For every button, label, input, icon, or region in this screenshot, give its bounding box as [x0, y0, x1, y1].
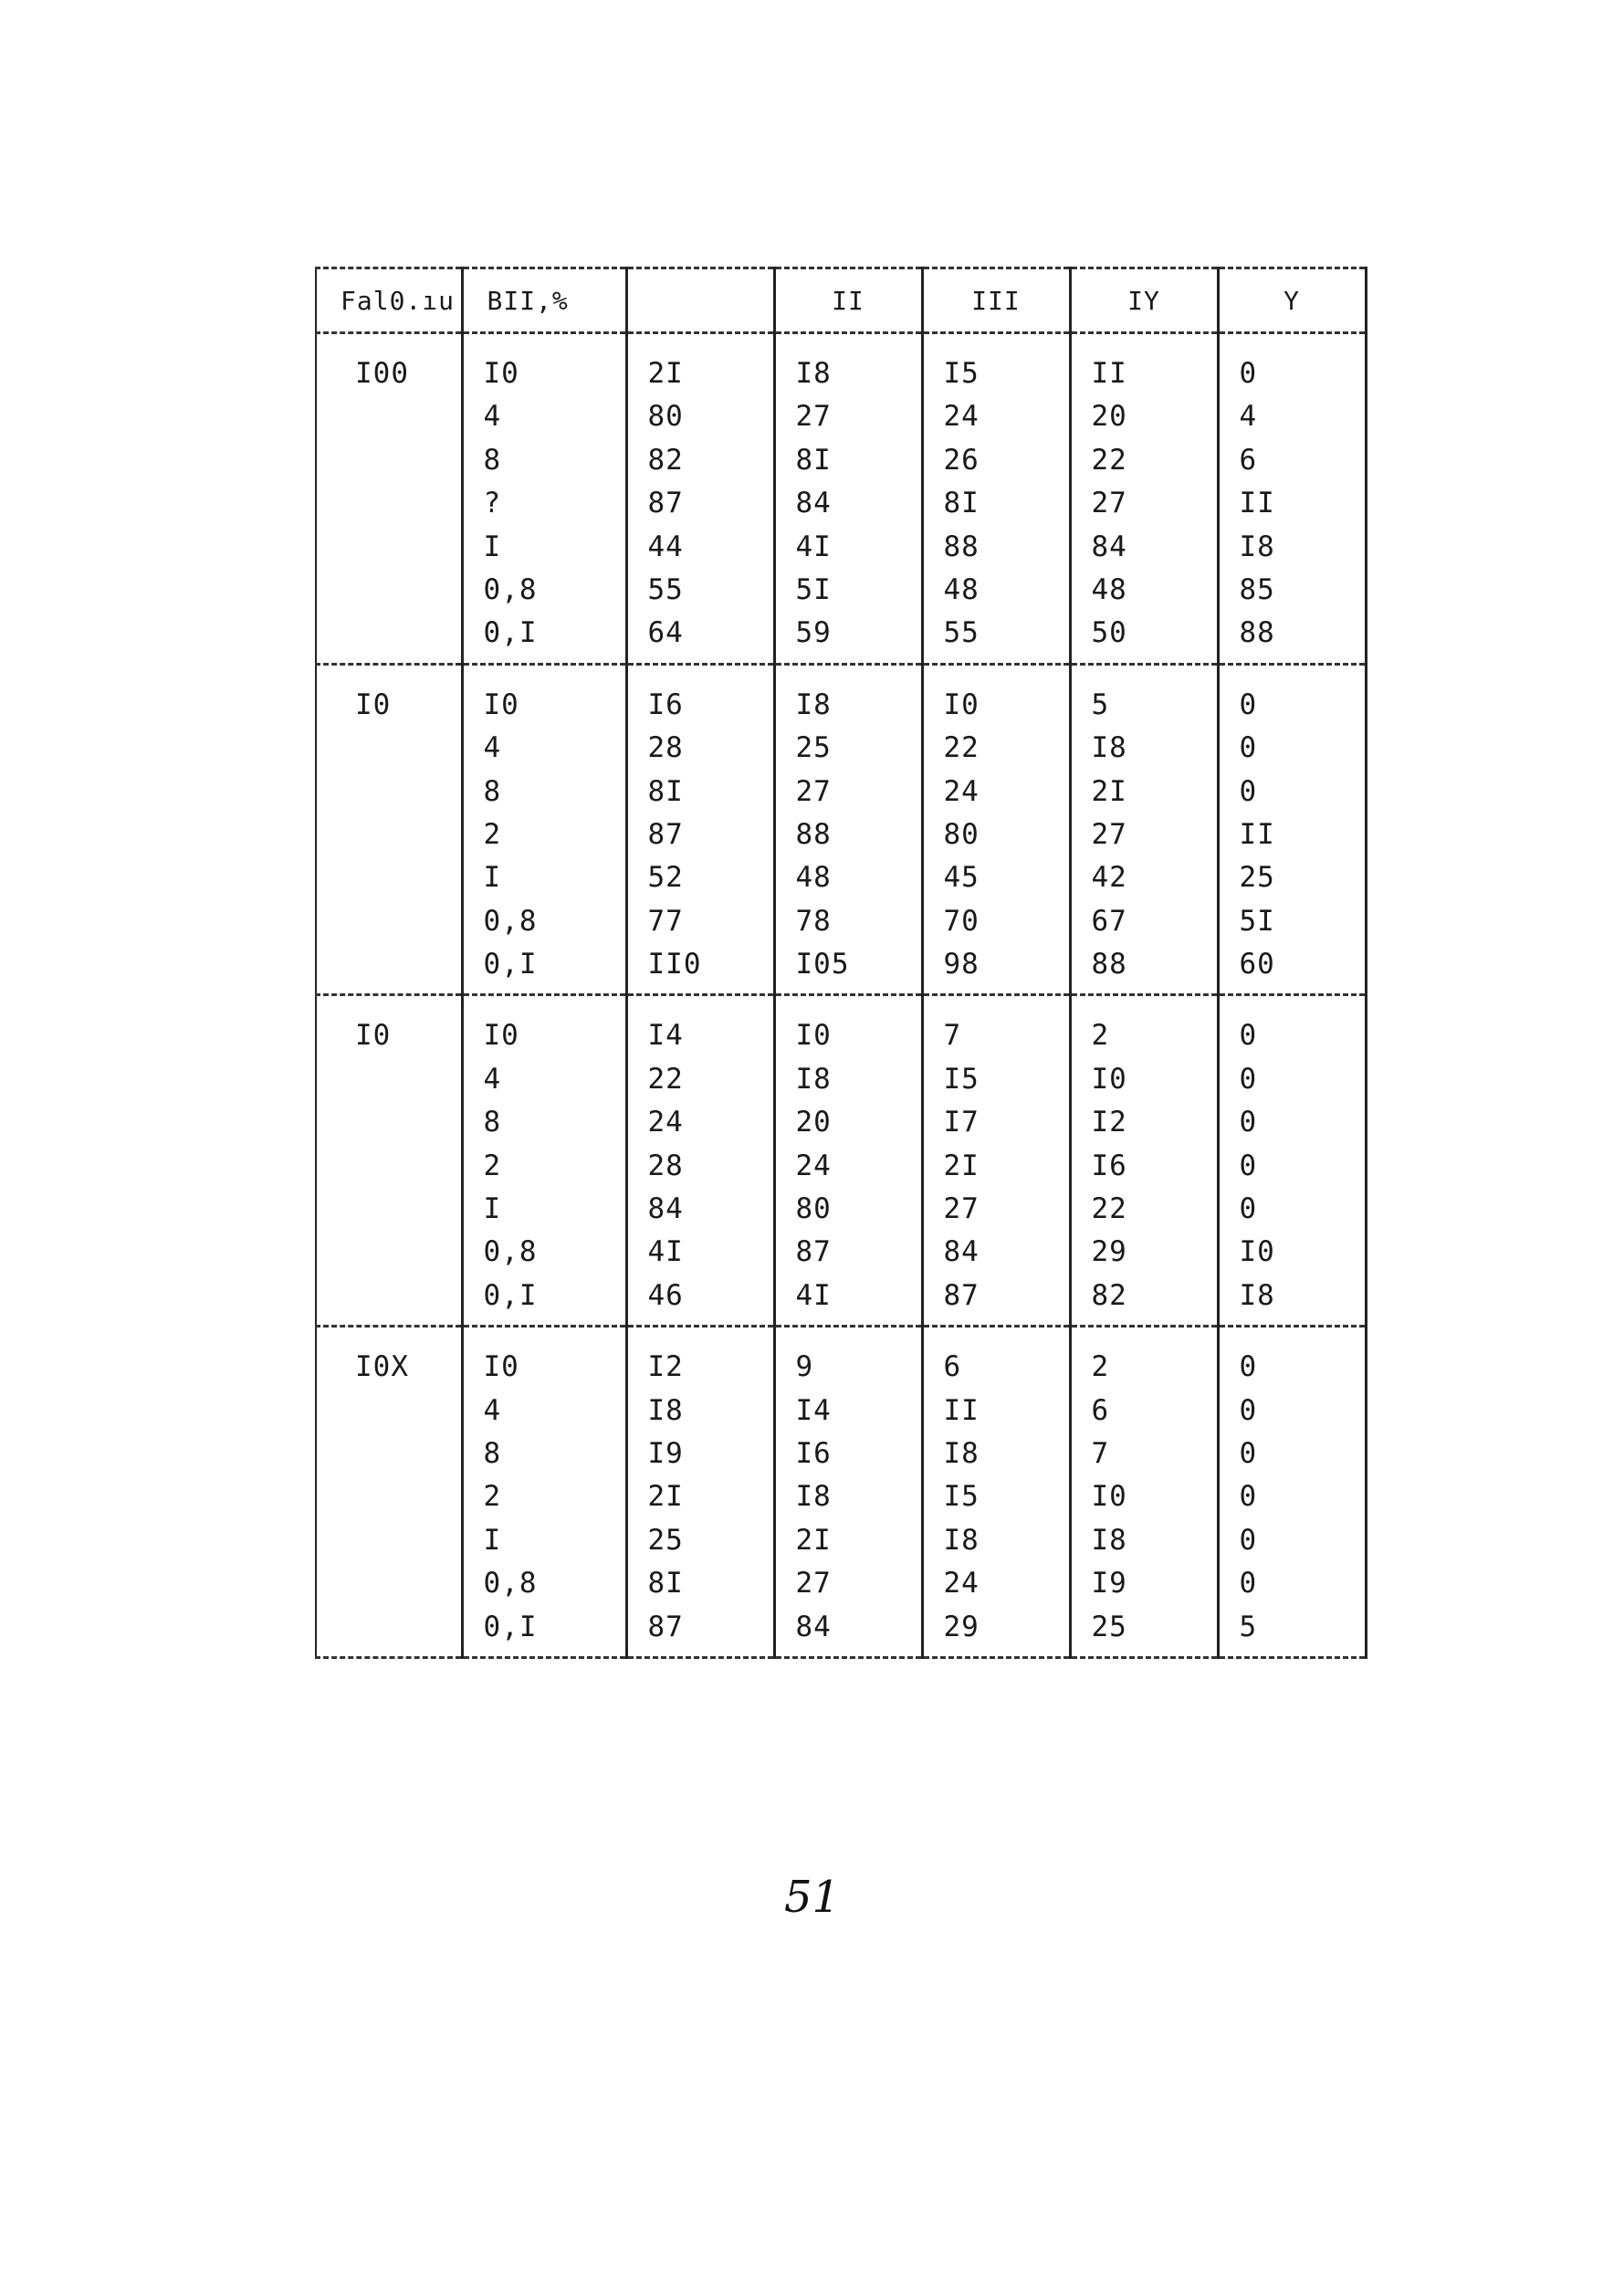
- table-cell-value: I7: [943, 1106, 980, 1139]
- table-cell-value: 0,8: [483, 904, 538, 938]
- table-column-cell: [1218, 664, 1366, 995]
- table-cell-value: 0: [1239, 1480, 1258, 1514]
- table-cell-value: I6: [795, 1436, 832, 1470]
- table-cell-value: I8: [943, 1523, 980, 1557]
- table-cell-value: 64: [647, 616, 684, 650]
- table-cell-value: ?: [483, 487, 502, 520]
- table-cell-value: I5: [943, 1062, 980, 1096]
- table-cell-value: 9: [795, 1350, 814, 1384]
- table-cell-value: 80: [795, 1192, 832, 1226]
- table-cell-value: 25: [795, 731, 832, 765]
- table-cell-value: I05: [795, 948, 850, 981]
- table-cell-value: 29: [943, 1610, 980, 1643]
- table-cell-value: I0: [1239, 1235, 1275, 1269]
- table-column-cell: [1218, 1327, 1366, 1658]
- table-cell-value: I0: [483, 357, 519, 390]
- table-column-cell: [1070, 1327, 1218, 1658]
- table-cell-value: I8: [795, 357, 832, 390]
- table-cell-value: I2: [1091, 1106, 1127, 1139]
- table-cell-value: I0: [1091, 1062, 1127, 1096]
- table-cell-value: 4: [1239, 400, 1258, 434]
- table-cell-value: 4: [483, 731, 502, 765]
- table-cell-value: 0,I: [483, 616, 538, 650]
- table-block-row: [316, 333, 1366, 665]
- table-cell-value: I: [483, 1523, 502, 1557]
- table-cell-value: 0,8: [483, 1235, 538, 1269]
- table-cell-value: I4: [647, 1019, 684, 1053]
- table-column-cell: [462, 995, 626, 1327]
- table-cell-value: 52: [647, 861, 684, 895]
- table-cell-value: 82: [1091, 1278, 1127, 1312]
- table-cell-value: 2I: [647, 357, 684, 390]
- table-cell-value: I: [483, 530, 502, 563]
- table-cell-value: 25: [1239, 861, 1275, 895]
- table-cell-value: I8: [795, 1062, 832, 1096]
- table-cell-value: I: [483, 861, 502, 895]
- table-cell-value: 0: [1239, 731, 1258, 765]
- table-cell-value: I0: [483, 1019, 519, 1053]
- table-cell-value: II: [1239, 817, 1275, 851]
- table-column-cell: [462, 333, 626, 665]
- table-cell-value: 80: [943, 817, 980, 851]
- table-cell-value: I8: [795, 1480, 832, 1514]
- table-cell-value: 87: [795, 1235, 832, 1269]
- table-cell-value: 7: [943, 1019, 962, 1053]
- table-cell-value: 27: [1091, 487, 1127, 520]
- table-cell-value: 44: [647, 530, 684, 563]
- table-column-cell: [922, 1327, 1070, 1658]
- table-column-cell: [462, 1327, 626, 1658]
- table-cell-value: 2: [483, 1480, 502, 1514]
- table-column-cell: [626, 995, 774, 1327]
- table-cell-value: 0: [1239, 1567, 1258, 1601]
- table-cell-value: 87: [647, 487, 684, 520]
- table-cell-value: 29: [1091, 1235, 1127, 1269]
- table-cell-value: 22: [1091, 443, 1127, 477]
- table-cell-value: I8: [795, 687, 832, 721]
- table-cell-value: I6: [1091, 1149, 1127, 1182]
- table-cell-value: 60: [1239, 948, 1275, 981]
- table-cell-value: 4I: [647, 1235, 684, 1269]
- table-cell-value: 2I: [1091, 774, 1127, 808]
- table-cell-value: 24: [647, 1106, 684, 1139]
- table-cell-value: 88: [943, 530, 980, 563]
- table-column-cell: [1070, 333, 1218, 665]
- table-cell-value: 0: [1239, 1350, 1258, 1384]
- table-cell-value: I8: [1091, 1523, 1127, 1557]
- table-cell-value: 0: [1239, 1393, 1258, 1427]
- table-cell-value: 84: [943, 1235, 980, 1269]
- table-cell-value: 88: [795, 817, 832, 851]
- block-label: I0X: [316, 1327, 462, 1658]
- table-cell-value: 22: [1091, 1192, 1127, 1226]
- header-col-3: II: [774, 268, 922, 333]
- table-cell-value: 28: [647, 1149, 684, 1182]
- table-cell-value: 0: [1239, 687, 1258, 721]
- table-column-cell: [774, 995, 922, 1327]
- table-column-cell: [774, 664, 922, 995]
- table-cell-value: 0: [1239, 1436, 1258, 1470]
- table-cell-value: 70: [943, 904, 980, 938]
- table-cell-value: 0: [1239, 1523, 1258, 1557]
- table-column-cell: [1070, 664, 1218, 995]
- table-cell-value: 4: [483, 400, 502, 434]
- table-cell-value: 0: [1239, 357, 1258, 390]
- table-cell-value: 2: [1091, 1350, 1110, 1384]
- table-cell-value: 84: [647, 1192, 684, 1226]
- table-column-cell: [1218, 333, 1366, 665]
- header-col-6: Y: [1218, 268, 1366, 333]
- table-cell-value: 6: [943, 1350, 962, 1384]
- table-block-row: [316, 1327, 1366, 1658]
- table-column-cell: [626, 333, 774, 665]
- table-cell-value: I8: [647, 1393, 684, 1427]
- table-cell-value: 8: [483, 1106, 502, 1139]
- page-number: 51: [783, 1872, 841, 1923]
- table-cell-value: 2: [1091, 1019, 1110, 1053]
- table-cell-value: 0,8: [483, 1567, 538, 1601]
- table-cell-value: I6: [647, 687, 684, 721]
- table-cell-value: I9: [1091, 1567, 1127, 1601]
- table-column-cell: [774, 1327, 922, 1658]
- table-cell-value: 84: [795, 487, 832, 520]
- table-cell-value: 8I: [647, 774, 684, 808]
- table-cell-value: 88: [1239, 616, 1275, 650]
- table-cell-value: I0: [1091, 1480, 1127, 1514]
- table-cell-value: II0: [647, 948, 702, 981]
- table-column-cell: [626, 1327, 774, 1658]
- table-cell-value: 42: [1091, 861, 1127, 895]
- table-cell-value: 25: [1091, 1610, 1127, 1643]
- table-column-cell: [922, 333, 1070, 665]
- table-cell-value: 48: [1091, 572, 1127, 606]
- table-cell-value: 8: [483, 1436, 502, 1470]
- table-cell-value: 0,I: [483, 1610, 538, 1643]
- table-cell-value: 28: [647, 731, 684, 765]
- table-cell-value: 8I: [943, 487, 980, 520]
- table-cell-value: 24: [943, 1567, 980, 1601]
- table-cell-value: 48: [943, 572, 980, 606]
- table-cell-value: 2I: [647, 1480, 684, 1514]
- table-cell-value: 24: [795, 1149, 832, 1182]
- table-cell-value: 55: [647, 572, 684, 606]
- table-cell-value: 8: [483, 774, 502, 808]
- table-cell-value: 55: [943, 616, 980, 650]
- table-body: [316, 333, 1366, 1658]
- table-cell-value: 5: [1239, 1610, 1258, 1643]
- table-cell-value: 27: [795, 1567, 832, 1601]
- table-cell-value: 88: [1091, 948, 1127, 981]
- table-column-cell: [1218, 995, 1366, 1327]
- table-cell-value: 87: [943, 1278, 980, 1312]
- table-column-cell: [626, 664, 774, 995]
- table-cell-value: 0,8: [483, 572, 538, 606]
- table-cell-value: 2: [483, 817, 502, 851]
- table-cell-value: 5I: [1239, 904, 1275, 938]
- table-cell-value: 0: [1239, 1019, 1258, 1053]
- table-cell-value: I5: [943, 1480, 980, 1514]
- table-cell-value: 80: [647, 400, 684, 434]
- table-column-cell: [1070, 995, 1218, 1327]
- table-cell-value: 2I: [795, 1523, 832, 1557]
- table-cell-value: 4I: [795, 1278, 832, 1312]
- header-col-5: IY: [1070, 268, 1218, 333]
- table-cell-value: 20: [1091, 400, 1127, 434]
- table-cell-value: 4I: [795, 530, 832, 563]
- table-cell-value: 67: [1091, 904, 1127, 938]
- table-cell-value: 0: [1239, 1149, 1258, 1182]
- table-cell-value: 8: [483, 443, 502, 477]
- table-cell-value: I8: [1239, 1278, 1275, 1312]
- table-cell-value: 77: [647, 904, 684, 938]
- table-cell-value: 8I: [795, 443, 832, 477]
- table-cell-value: 0: [1239, 1192, 1258, 1226]
- table-column-cell: [774, 333, 922, 665]
- table-cell-value: 87: [647, 817, 684, 851]
- table-cell-value: 5: [1091, 687, 1110, 721]
- data-table: [315, 267, 1367, 1659]
- table-cell-value: 46: [647, 1278, 684, 1312]
- table-cell-value: 22: [647, 1062, 684, 1096]
- table-cell-value: II: [1091, 357, 1127, 390]
- table-cell-value: 2I: [943, 1149, 980, 1182]
- header-col-1: BII,%: [462, 268, 626, 333]
- table-column-cell: [462, 664, 626, 995]
- table-cell-value: I0: [943, 687, 980, 721]
- table-cell-value: 6: [1091, 1393, 1110, 1427]
- table-cell-value: 8I: [647, 1567, 684, 1601]
- table-cell-value: I0: [483, 1350, 519, 1384]
- table-cell-value: I8: [943, 1436, 980, 1470]
- table-cell-value: 27: [1091, 817, 1127, 851]
- table-cell-value: 26: [943, 443, 980, 477]
- block-label: I0: [316, 664, 462, 995]
- table-cell-value: I2: [647, 1350, 684, 1384]
- table-cell-value: 6: [1239, 443, 1258, 477]
- table-cell-value: 82: [647, 443, 684, 477]
- header-col-2: [626, 268, 774, 333]
- table-cell-value: 48: [795, 861, 832, 895]
- block-label: I0: [316, 995, 462, 1327]
- table-cell-value: 27: [795, 774, 832, 808]
- table-cell-value: 4: [483, 1393, 502, 1427]
- table-cell-value: 0,I: [483, 1278, 538, 1312]
- table-cell-value: I: [483, 1192, 502, 1226]
- table-cell-value: I5: [943, 357, 980, 390]
- table-cell-value: 20: [795, 1106, 832, 1139]
- table-cell-value: 85: [1239, 572, 1275, 606]
- table-cell-value: 27: [943, 1192, 980, 1226]
- table-cell-value: 84: [1091, 530, 1127, 563]
- table-column-cell: [922, 995, 1070, 1327]
- table-cell-value: 7: [1091, 1436, 1110, 1470]
- table-cell-value: 27: [795, 400, 832, 434]
- table-cell-value: 24: [943, 400, 980, 434]
- table-cell-value: 5I: [795, 572, 832, 606]
- table-cell-value: 0,I: [483, 948, 538, 981]
- table-cell-value: 84: [795, 1610, 832, 1643]
- block-label: I00: [316, 333, 462, 665]
- table-cell-value: II: [1239, 487, 1275, 520]
- table-block-row: [316, 995, 1366, 1327]
- table-cell-value: 0: [1239, 774, 1258, 808]
- table-cell-value: 98: [943, 948, 980, 981]
- table-cell-value: 2: [483, 1149, 502, 1182]
- table-cell-value: 24: [943, 774, 980, 808]
- table-cell-value: 0: [1239, 1062, 1258, 1096]
- table-cell-value: 78: [795, 904, 832, 938]
- table-cell-value: I8: [1091, 731, 1127, 765]
- table-cell-value: 25: [647, 1523, 684, 1557]
- table-cell-value: 87: [647, 1610, 684, 1643]
- table-cell-value: 59: [795, 616, 832, 650]
- table-cell-value: I4: [795, 1393, 832, 1427]
- table-column-cell: [922, 664, 1070, 995]
- table-cell-value: I0: [483, 687, 519, 721]
- table-cell-value: I0: [795, 1019, 832, 1053]
- table-cell-value: II: [943, 1393, 980, 1427]
- table-cell-value: I9: [647, 1436, 684, 1470]
- table-header-row: [316, 268, 1366, 333]
- table-cell-value: 45: [943, 861, 980, 895]
- table-cell-value: 4: [483, 1062, 502, 1096]
- table-cell-value: I8: [1239, 530, 1275, 563]
- header-col-0: Fal0.ıu: [316, 268, 462, 333]
- table-cell-value: 0: [1239, 1106, 1258, 1139]
- table-cell-value: 22: [943, 731, 980, 765]
- table-block-row: [316, 664, 1366, 995]
- header-col-4: III: [922, 268, 1070, 333]
- table-cell-value: 50: [1091, 616, 1127, 650]
